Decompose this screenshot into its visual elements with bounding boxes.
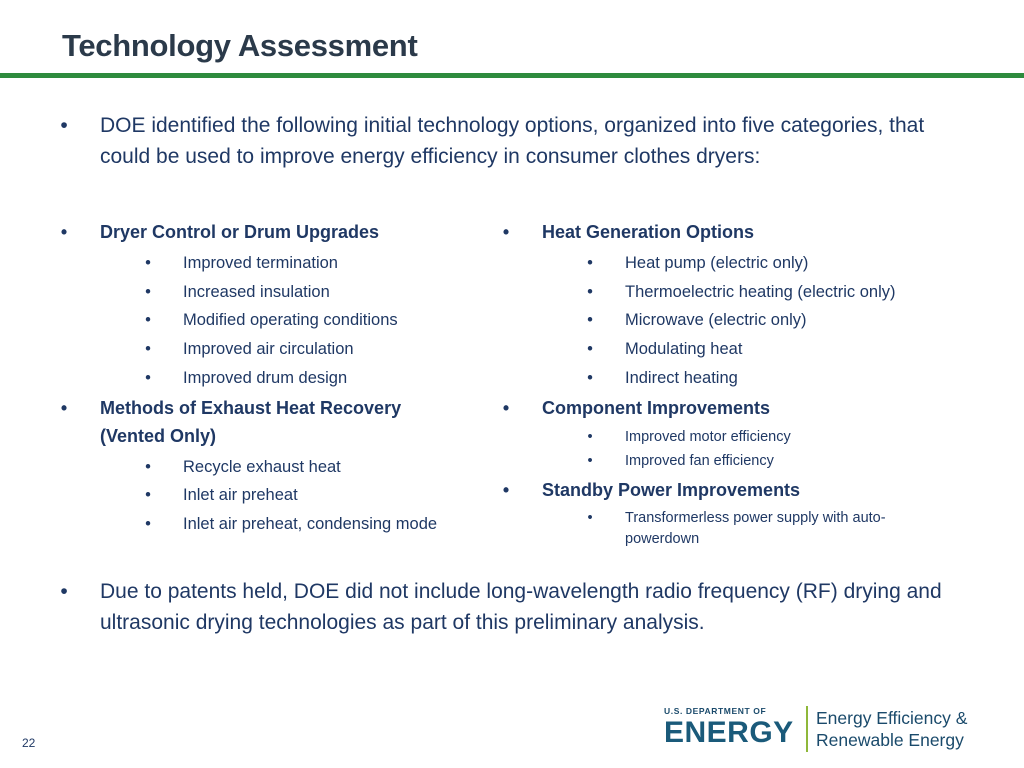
- logo-divider: [806, 706, 808, 752]
- cat1-item: Improved air circulation: [183, 340, 354, 358]
- cat1-item: Increased insulation: [183, 283, 330, 301]
- cat3-item: Heat pump (electric only): [625, 254, 809, 272]
- cat3-item-dot: •: [587, 340, 593, 358]
- cat1-item-dot: •: [145, 340, 151, 358]
- logo-eere-text: [816, 707, 967, 751]
- intro-text: DOE identified the following initial technology options, organized into five categories, that could be used to improve energy efficiency in consumer clothes dryers:: [100, 114, 925, 168]
- cat4-item-dot: •: [587, 429, 593, 445]
- cat3-item: Thermoelectric heating (electric only): [625, 283, 896, 301]
- cat2-item: Inlet air preheat: [183, 486, 298, 504]
- cat2-item-dot: •: [145, 486, 151, 504]
- title-divider: [0, 73, 1024, 78]
- cat4-item: Improved motor efficiency: [625, 429, 791, 445]
- cat5-heading: Standby Power Improvements: [542, 480, 801, 500]
- cat3-bullet-dot: •: [502, 222, 510, 242]
- cat3-item: Microwave (electric only): [625, 311, 807, 329]
- logo-department-text: U.S. DEPARTMENT OF: [664, 706, 767, 716]
- cat5-bullet-dot: •: [502, 480, 510, 500]
- logo-eere-line1: Energy Efficiency &: [816, 708, 968, 728]
- cat1-item: Improved drum design: [183, 369, 348, 387]
- cat4-item: Improved fan efficiency: [625, 453, 774, 469]
- cat5-item-dot: •: [587, 510, 593, 526]
- cat5-item-line2: powerdown: [625, 531, 700, 547]
- cat2-heading-line2: (Vented Only): [100, 426, 217, 446]
- cat1-item-dot: •: [145, 311, 151, 329]
- outro-text: Due to patents held, DOE did not include long-wavelength radio frequency (RF) drying and ultrasonic drying technologies as part of this preliminary analysis.: [100, 580, 942, 634]
- cat1-item: Modified operating conditions: [183, 311, 398, 329]
- cat4-item-dot: •: [587, 453, 593, 469]
- cat2-item: Recycle exhaust heat: [183, 458, 341, 476]
- cat3-item-dot: •: [587, 283, 593, 301]
- cat5-item-line1: Transformerless power supply with auto-: [625, 510, 886, 526]
- cat1-item-dot: •: [145, 254, 151, 272]
- cat3-item-dot: •: [587, 369, 593, 387]
- cat1-item: Improved termination: [183, 254, 338, 272]
- cat2-item-dot: •: [145, 458, 151, 476]
- cat2-item: Inlet air preheat, condensing mode: [183, 515, 438, 533]
- page-number: 22: [22, 736, 36, 750]
- logo-eere-line2: Renewable Energy: [816, 730, 964, 750]
- cat3-heading: Heat Generation Options: [542, 222, 755, 242]
- cat3-item-dot: •: [587, 311, 593, 329]
- cat3-item: Indirect heating: [625, 369, 738, 387]
- cat2-heading-line1: Methods of Exhaust Heat Recovery: [100, 398, 402, 418]
- cat2-bullet-dot: •: [60, 398, 68, 418]
- intro-bullet-dot: •: [60, 114, 68, 137]
- slide-title: Technology Assessment: [62, 28, 418, 63]
- cat1-item-dot: •: [145, 369, 151, 387]
- cat1-heading: Dryer Control or Drum Upgrades: [100, 222, 380, 242]
- outro-bullet-dot: •: [60, 580, 68, 603]
- cat4-heading: Component Improvements: [542, 398, 771, 418]
- cat3-item-dot: •: [587, 254, 593, 272]
- cat3-item: Modulating heat: [625, 340, 743, 358]
- cat4-bullet-dot: •: [502, 398, 510, 418]
- doe-eere-logo: [664, 706, 984, 754]
- cat1-item-dot: •: [145, 283, 151, 301]
- cat1-bullet-dot: •: [60, 222, 68, 242]
- logo-energy-text: ENERGY: [664, 716, 794, 749]
- cat2-item-dot: •: [145, 515, 151, 533]
